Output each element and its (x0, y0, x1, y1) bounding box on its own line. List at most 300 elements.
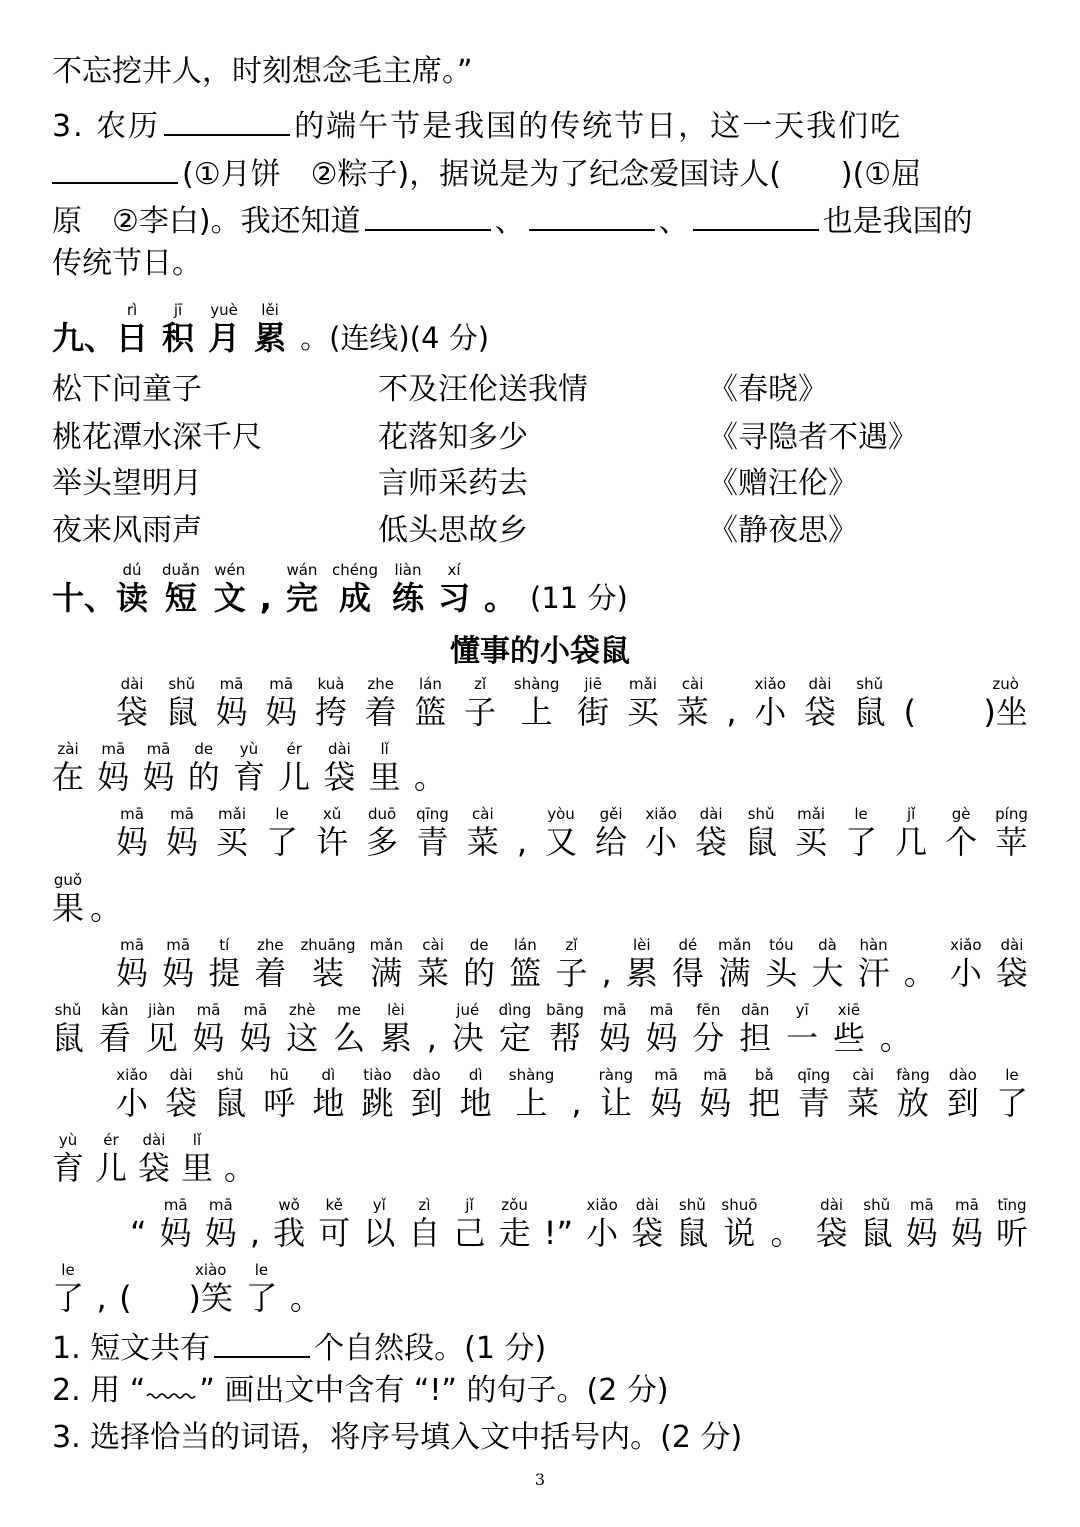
ruby-char (452, 1002, 484, 1058)
hanzi: 了 (845, 823, 878, 861)
question-3-text: 3. 选择恰当的词语，将序号填入文中括号内。(2 分) (52, 1420, 743, 1455)
hanzi: 小 (949, 954, 982, 992)
hanzi: 袋 (815, 1214, 848, 1252)
ruby-char (414, 676, 446, 732)
ruby-char (233, 741, 265, 797)
ruby-char (861, 1197, 893, 1253)
hanzi: 上 (520, 693, 553, 731)
pinyin: dài (808, 675, 832, 693)
hanzi: 汗 (857, 954, 890, 992)
pinyin: tīng (997, 1196, 1027, 1214)
pinyin: dào (948, 1066, 977, 1084)
pinyin: shàng (508, 1066, 555, 1084)
hanzi: 把 (748, 1084, 781, 1122)
hanzi: 走 (498, 1214, 531, 1252)
ruby-char (316, 806, 348, 862)
ruby-char (254, 937, 286, 993)
pinyin: fēn (696, 1001, 721, 1019)
pinyin: shǔ (678, 1196, 706, 1214)
ruby-char (754, 676, 786, 732)
hanzi: 妈 (142, 758, 175, 796)
separator-1: 、 (494, 204, 525, 239)
hanzi: 么 (333, 1019, 366, 1057)
hanzi: 鼠 (165, 693, 198, 731)
pinyin: cài (852, 1066, 874, 1084)
pinyin: dé (678, 936, 698, 954)
story-row-p3a (116, 937, 1028, 993)
hanzi: 子 (464, 693, 497, 731)
hanzi: , (571, 1084, 582, 1122)
pinyin: chéng (331, 561, 378, 579)
ruby-char (286, 1002, 318, 1058)
pinyin: dài (169, 1066, 193, 1084)
paragraph-count-blank[interactable] (214, 1326, 310, 1358)
ruby-char (904, 937, 936, 993)
pinyin: lǐ (380, 740, 389, 758)
hanzi: 可 (318, 1214, 351, 1252)
festival-blank-2[interactable] (529, 199, 655, 231)
hanzi: ( (119, 1279, 132, 1317)
hanzi: 买 (795, 823, 828, 861)
question-2 (52, 1373, 669, 1409)
hanzi: 妈 (699, 1084, 732, 1122)
ruby-char (463, 937, 495, 993)
pinyin: tí (219, 936, 230, 954)
hanzi: 分 (692, 1019, 725, 1057)
pinyin: qīng (416, 805, 449, 823)
pinyin: jī (173, 301, 183, 319)
ruby-char (408, 1197, 440, 1253)
ruby-char (208, 937, 240, 993)
ruby-char (414, 741, 446, 797)
pinyin: mā (909, 1196, 934, 1214)
pinyin: xiào (195, 1261, 227, 1279)
ruby-char (162, 937, 194, 993)
pinyin: mā (146, 740, 171, 758)
ruby-char (160, 1197, 192, 1253)
match-col-1-row-1: 松下问童子 (52, 372, 202, 407)
hanzi: 又 (545, 823, 578, 861)
q3-text-f: 传统节日。 (52, 246, 202, 281)
pinyin: guǒ (53, 871, 83, 889)
hanzi: 以 (363, 1214, 396, 1252)
ruby-char (626, 937, 658, 993)
hanzi: 个 (945, 823, 978, 861)
ruby-char (586, 1197, 618, 1253)
quote-text: 不忘挖井人，时刻想念毛主席。” (52, 54, 473, 89)
pinyin: le (61, 1261, 75, 1279)
hanzi: 小 (586, 1214, 619, 1252)
hanzi: !” (543, 1214, 574, 1252)
hanzi: 鼠 (214, 1084, 247, 1122)
separator-2: 、 (658, 204, 689, 239)
ruby-char (934, 676, 966, 732)
hanzi: 成 (338, 579, 371, 617)
ruby-char (215, 676, 247, 732)
ruby-char (370, 937, 403, 993)
hanzi: 几 (895, 823, 928, 861)
ruby-char (947, 1067, 979, 1123)
pinyin: mā (163, 1196, 188, 1214)
ruby-char (601, 937, 611, 993)
ruby-char (214, 1067, 246, 1123)
ruby-char (858, 937, 890, 993)
hanzi: 妈 (645, 1019, 678, 1057)
hanzi: 给 (595, 823, 628, 861)
pinyin: bāng (546, 1001, 584, 1019)
ruby-char (116, 937, 148, 993)
story-row-p4b (52, 1132, 256, 1188)
pinyin: mā (208, 1196, 233, 1214)
pinyin: mā (219, 675, 244, 693)
match-col-2-row-2: 花落知多少 (378, 420, 528, 455)
match-col-2-row-4: 低头思故乡 (378, 513, 528, 548)
ruby-char (571, 1067, 581, 1123)
ruby-char (116, 676, 148, 732)
pinyin: lèi (632, 936, 651, 954)
ruby-char (765, 937, 797, 993)
pinyin: ràng (598, 1066, 634, 1084)
pinyin: yòu (547, 805, 575, 823)
hanzi: 买 (216, 823, 249, 861)
hanzi: 。 (413, 758, 446, 796)
ruby-char (52, 1262, 84, 1318)
hanzi: 菜 (466, 823, 499, 861)
ruby-char (286, 562, 318, 618)
pinyin: mā (243, 1001, 268, 1019)
hanzi: 着 (364, 693, 397, 731)
pinyin: zuò (992, 675, 1019, 693)
pinyin: jǐ (465, 1196, 474, 1214)
story-row-p2a (116, 806, 1028, 862)
festival-blank-3[interactable] (693, 199, 819, 231)
ruby-char (315, 676, 347, 732)
pinyin: tóu (769, 936, 794, 954)
match-col-2-row-1: 不及汪伦送我情 (378, 372, 588, 407)
section10-number: 十、 (52, 579, 117, 617)
pinyin: wén (214, 561, 246, 579)
hanzi: 妈 (192, 1019, 225, 1057)
ruby-char (546, 1002, 584, 1058)
pinyin: yī (795, 1001, 809, 1019)
ruby-char (138, 1132, 170, 1188)
ruby-char (96, 1262, 106, 1318)
pinyin: mā (120, 936, 144, 954)
pinyin: xiǎo (950, 936, 982, 954)
pinyin: dào (412, 1066, 441, 1084)
pinyin: yù (58, 1131, 78, 1149)
pinyin: mā (269, 675, 294, 693)
pinyin: de (194, 740, 214, 758)
story-row-p5a (130, 1197, 1028, 1253)
ruby-char (52, 1002, 84, 1058)
ruby-char (380, 1002, 412, 1058)
ruby-char (278, 741, 310, 797)
ruby-char (650, 1067, 682, 1123)
pinyin: le (854, 805, 868, 823)
hanzi: 积 (162, 319, 195, 357)
ruby-char (333, 1002, 365, 1058)
hanzi: 到 (946, 1084, 979, 1122)
pinyin: zhè (288, 1001, 316, 1019)
hanzi: 累 (254, 319, 287, 357)
ruby-char (599, 1002, 631, 1058)
ruby-char (555, 937, 587, 993)
hanzi: 儿 (94, 1149, 127, 1187)
pinyin: mǎi (628, 675, 657, 693)
ruby-char (484, 562, 516, 618)
pinyin: tiào (363, 1066, 392, 1084)
quote-line (52, 54, 473, 90)
ruby-char (438, 562, 470, 618)
ruby-char (312, 1067, 344, 1123)
q3-text-e: 也是我国的 (822, 204, 973, 239)
hanzi: 己 (453, 1214, 486, 1252)
ruby-char (90, 872, 122, 928)
ruby-char (224, 1132, 256, 1188)
pinyin: mā (602, 1001, 627, 1019)
pinyin: lǐ (192, 1131, 202, 1149)
ruby-char (363, 1197, 395, 1253)
hanzi: 我 (273, 1214, 306, 1252)
ruby-char (260, 562, 272, 618)
hanzi: 小 (116, 1084, 149, 1122)
hanzi: 帮 (549, 1019, 582, 1057)
pinyin: dài (635, 1196, 659, 1214)
hanzi: 累 (625, 954, 658, 992)
pinyin: dài (120, 675, 144, 693)
festival-date-blank[interactable] (164, 104, 290, 136)
hanzi: 这 (286, 1019, 319, 1057)
ruby-char (188, 741, 220, 797)
story-row-p1a (116, 676, 1028, 732)
q3-line-4 (52, 246, 202, 282)
ruby-char (99, 1002, 131, 1058)
ruby-char (263, 1067, 295, 1123)
pinyin: hàn (859, 936, 888, 954)
hanzi: 大 (811, 954, 844, 992)
hanzi: 妈 (97, 758, 130, 796)
ruby-char (945, 806, 977, 862)
hanzi: 妈 (204, 1214, 237, 1252)
pinyin: qīng (797, 1066, 831, 1084)
hanzi: 青 (416, 823, 449, 861)
pinyin: xiǎo (586, 1196, 618, 1214)
hanzi: 袋 (995, 954, 1028, 992)
hanzi: 自 (408, 1214, 441, 1252)
hanzi: 。 (770, 1214, 803, 1252)
pinyin: yù (239, 740, 259, 758)
ruby-char (771, 1197, 803, 1253)
hanzi: 里 (180, 1149, 213, 1187)
hanzi: 买 (626, 693, 659, 731)
pinyin: dì (321, 1066, 336, 1084)
ruby-char (995, 806, 1028, 862)
ruby-char (695, 806, 727, 862)
ruby-char (951, 1197, 983, 1253)
q3-line-1 (52, 104, 902, 145)
ruby-char (845, 806, 877, 862)
hanzi: 些 (832, 1019, 865, 1057)
hanzi: 。 (89, 889, 122, 927)
hanzi: 。 (879, 1019, 912, 1057)
ruby-char (595, 806, 627, 862)
pinyin: dì (468, 1066, 483, 1084)
ruby-char (797, 1067, 830, 1123)
pinyin: shǔ (747, 805, 775, 823)
pinyin: kě (325, 1196, 343, 1214)
q3-text-c: (①月饼 ②粽子)，据说是为了纪念爱国诗人( )(①屈 (182, 157, 922, 192)
hanzi: 育 (52, 1149, 85, 1187)
food-blank[interactable] (52, 152, 178, 184)
pinyin: xiǎo (645, 805, 677, 823)
ruby-char (514, 676, 560, 732)
hanzi: 菜 (847, 1084, 880, 1122)
ruby-char (427, 1002, 437, 1058)
ruby-char (146, 1002, 178, 1058)
q3-line-2 (52, 152, 921, 193)
ruby-char (804, 676, 836, 732)
section9-number: 九、 (52, 319, 117, 357)
hanzi: 儿 (278, 758, 311, 796)
hanzi: 得 (671, 954, 704, 992)
ruby-char (361, 1067, 393, 1123)
ruby-char (116, 1067, 148, 1123)
pinyin: wǒ (278, 1196, 300, 1214)
pinyin: shǔ (54, 1001, 82, 1019)
pinyin: mā (654, 1066, 678, 1084)
hanzi: 提 (208, 954, 241, 992)
pinyin: ér (103, 1131, 119, 1149)
ruby-char (692, 1002, 724, 1058)
hanzi: 听 (995, 1214, 1028, 1252)
ruby-char (509, 1067, 555, 1123)
pinyin: hū (269, 1066, 289, 1084)
pinyin: duō (367, 805, 397, 823)
ruby-char (130, 1197, 147, 1253)
question-3 (52, 1420, 742, 1456)
pinyin: zhe (257, 936, 284, 954)
pinyin: dìng (498, 1001, 532, 1019)
ruby-char (116, 562, 148, 618)
pinyin: xǔ (322, 805, 342, 823)
hanzi: 日 (116, 319, 149, 357)
pinyin: mǎn (717, 936, 752, 954)
ruby-char (300, 937, 355, 993)
hanzi: 妈 (166, 823, 199, 861)
question-1 (52, 1326, 546, 1367)
festival-blank-1[interactable] (365, 199, 491, 231)
ruby-char (250, 1197, 260, 1253)
ruby-char (189, 1262, 234, 1318)
pinyin: fàng (896, 1066, 930, 1084)
hanzi: 在 (52, 758, 85, 796)
ruby-char (880, 1002, 912, 1058)
story-row-p1b (52, 741, 446, 797)
ruby-char (216, 806, 248, 862)
ruby-char (996, 937, 1028, 993)
hanzi: 鼠 (676, 1214, 709, 1252)
ruby-char (672, 937, 704, 993)
pinyin: zài (57, 740, 79, 758)
section9-instructions: 。(连线)(4 分) (300, 321, 490, 355)
pinyin: le (1005, 1066, 1019, 1084)
hanzi: 妈 (598, 1019, 631, 1057)
hanzi: , (426, 1019, 437, 1057)
pinyin: dài (142, 1131, 166, 1149)
q3-text-d: 原 ②李白)。我还知道 (52, 204, 361, 239)
hanzi: 累 (379, 1019, 412, 1057)
match-col-3-row-3: 《赠汪伦》 (708, 466, 858, 501)
pinyin: duǎn (162, 561, 200, 579)
match-col-3-row-1: 《春晓》 (708, 372, 828, 407)
hanzi: 文 (213, 579, 246, 617)
ruby-char (726, 676, 736, 732)
hanzi: 妈 (159, 1214, 192, 1252)
section10-score: (11 分) (530, 581, 628, 615)
hanzi: )坐 (983, 693, 1028, 731)
ruby-char (205, 1197, 237, 1253)
ruby-char (290, 1262, 322, 1318)
q3-text-b: 的端午节是我国的传统节日，这一天我们吃 (294, 109, 903, 144)
hanzi: 见 (145, 1019, 178, 1057)
question-1-text-b: 个自然段。(1 分) (314, 1331, 547, 1366)
pinyin: de (469, 936, 489, 954)
ruby-char (545, 806, 577, 862)
ruby-char (895, 806, 927, 862)
hanzi (934, 692, 966, 732)
pinyin: dú (122, 561, 142, 579)
pinyin: jué (456, 1001, 480, 1019)
q3-text-a: 3. 农历 (52, 109, 161, 144)
hanzi: 袋 (165, 1084, 198, 1122)
hanzi: 月 (208, 319, 241, 357)
match-col-1-row-3: 举头望明月 (52, 466, 202, 501)
pinyin: mā (954, 1196, 979, 1214)
ruby-char (142, 741, 174, 797)
pinyin: le (254, 1261, 269, 1279)
ruby-char (833, 1002, 865, 1058)
ruby-char (392, 562, 424, 618)
ruby-char (254, 302, 286, 358)
pinyin: shǔ (168, 675, 196, 693)
ruby-char (166, 806, 198, 862)
hanzi: 习 (437, 579, 470, 617)
pinyin: me (337, 1001, 361, 1019)
hanzi: 跳 (361, 1084, 394, 1122)
pinyin: shuō (721, 1196, 758, 1214)
pinyin: liàn (394, 561, 422, 579)
hanzi: 妈 (239, 1019, 272, 1057)
hanzi: 地 (459, 1084, 492, 1122)
ruby-char (166, 676, 198, 732)
pinyin: píng (995, 805, 1028, 823)
hanzi: 袋 (695, 823, 728, 861)
ruby-char (627, 676, 659, 732)
pinyin: shǔ (216, 1066, 244, 1084)
ruby-char (499, 1197, 531, 1253)
hanzi: 袋 (137, 1149, 170, 1187)
hanzi: 篮 (414, 693, 447, 731)
pinyin: shǔ (863, 1196, 891, 1214)
hanzi: 上 (515, 1084, 548, 1122)
pinyin: xí (447, 561, 461, 579)
hanzi: 妈 (116, 954, 149, 992)
hanzi: 果 (52, 889, 85, 927)
ruby-char (365, 676, 397, 732)
hanzi: 了 (52, 1279, 85, 1317)
pinyin: dài (820, 1196, 844, 1214)
